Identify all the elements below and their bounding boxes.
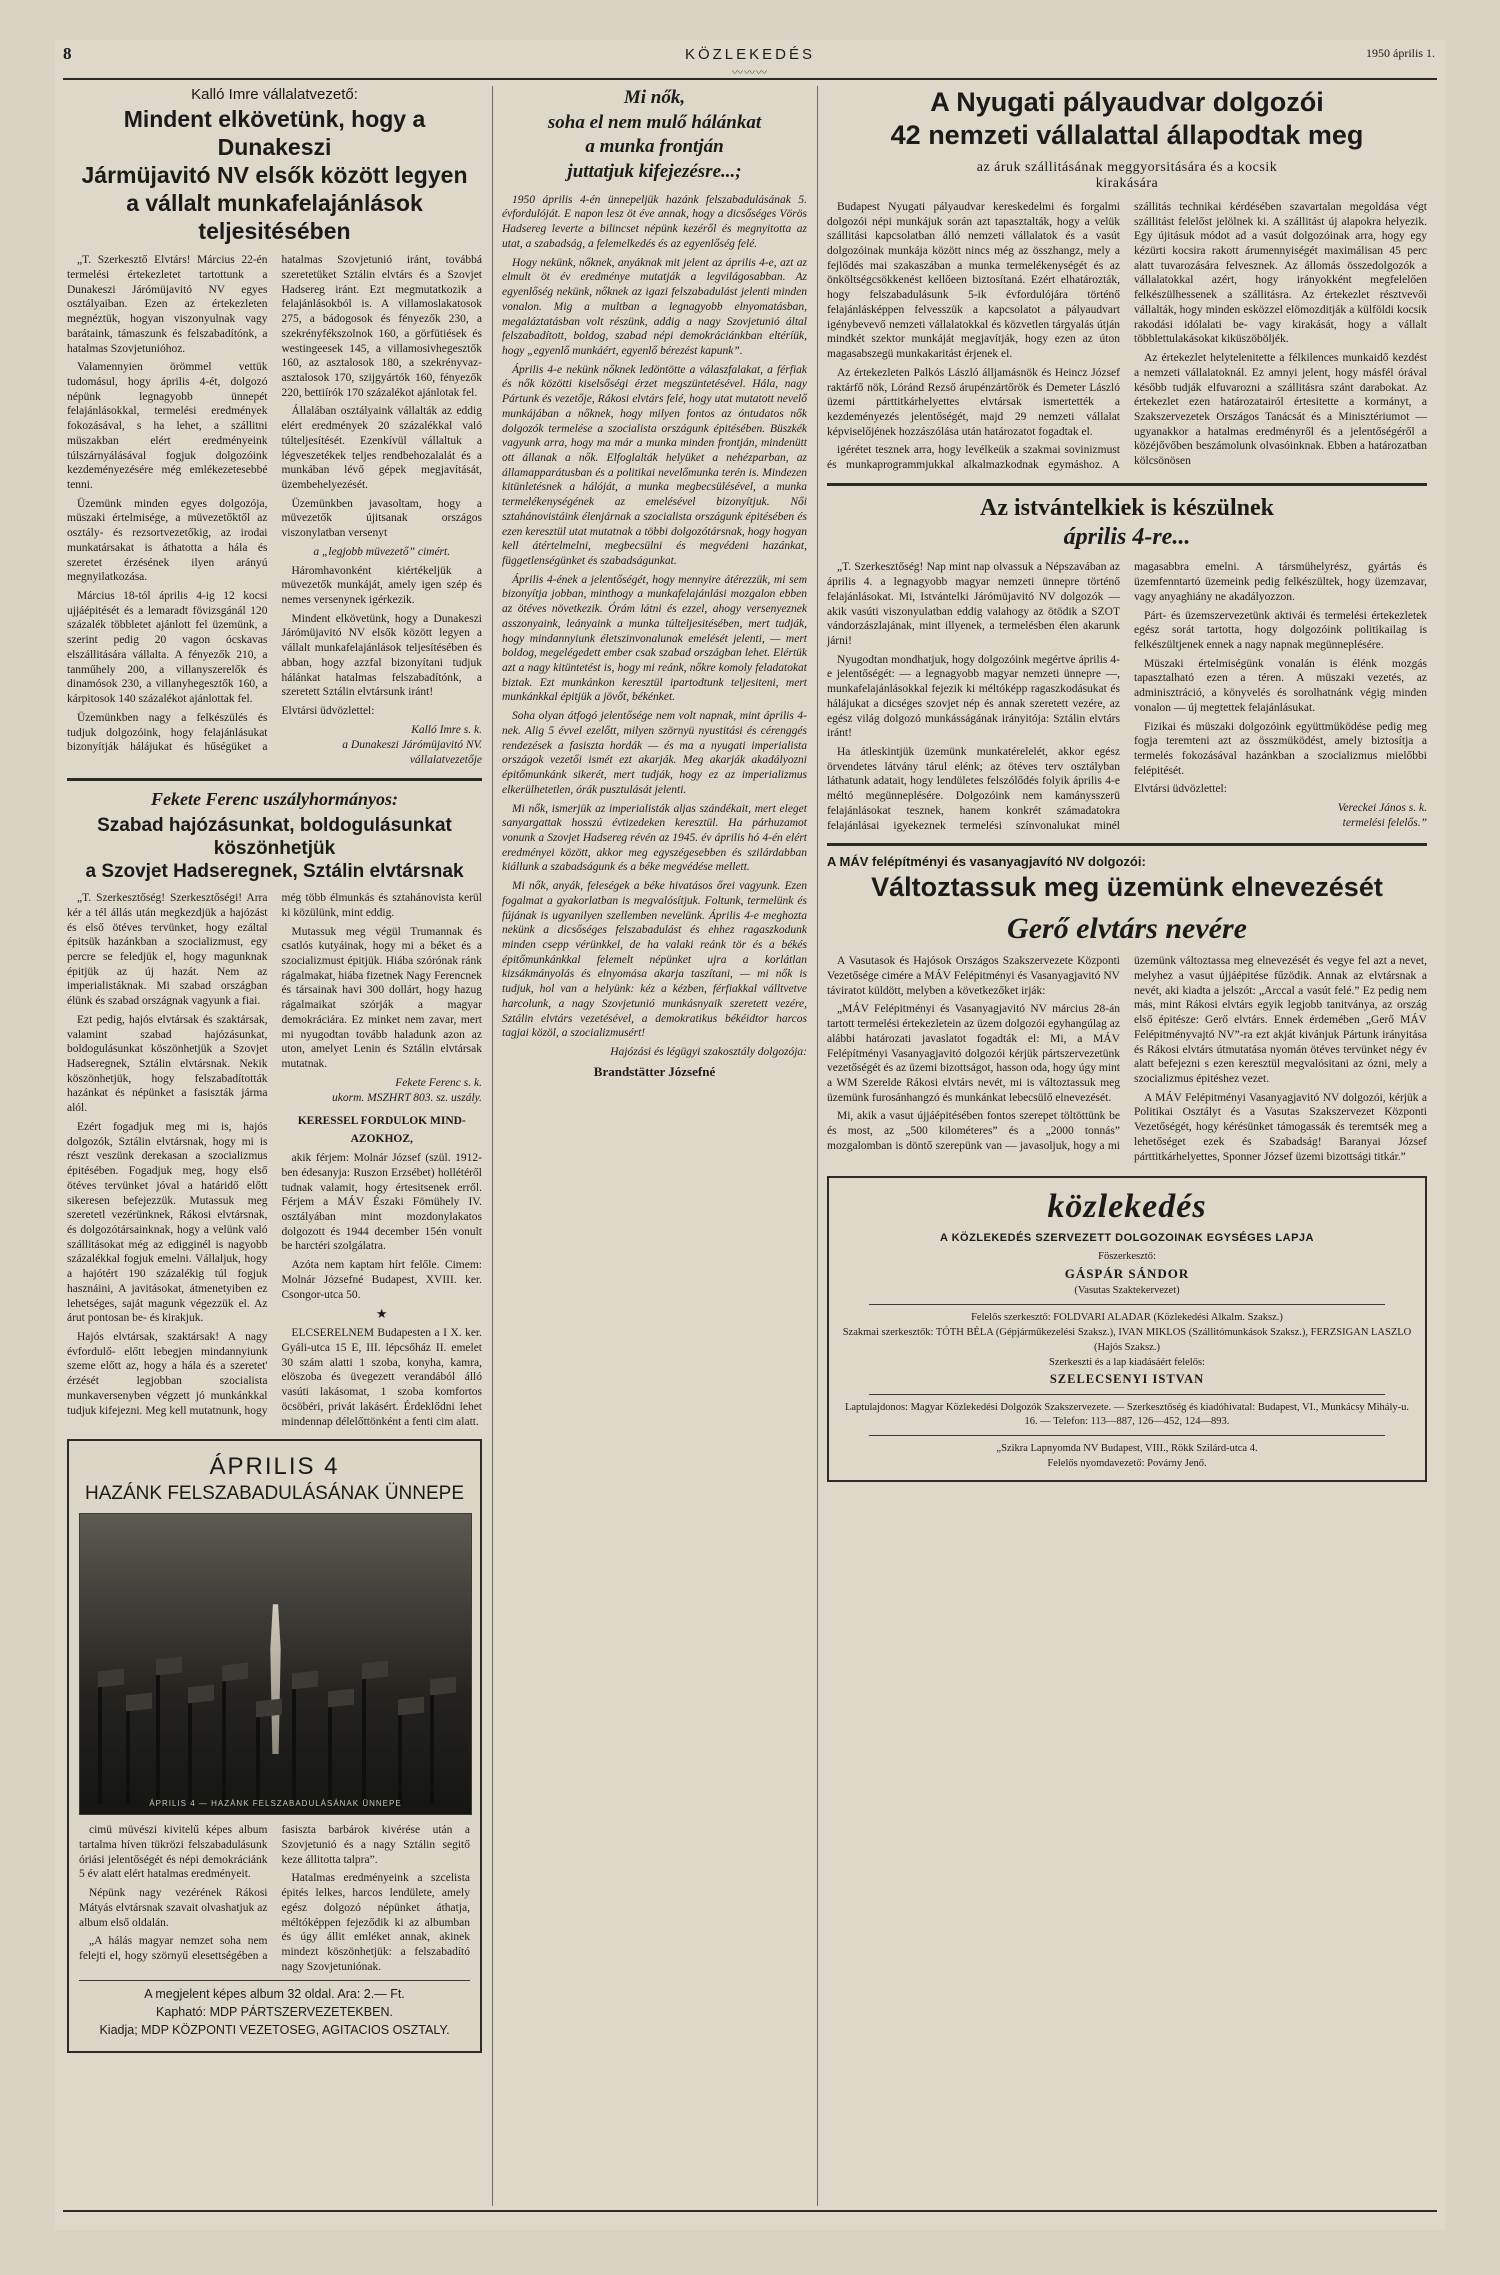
headline-line: a munka frontján [585,136,724,158]
imprint-lead: A KÖZLEKEDÉS SZERVEZETT DOLGOZOINAK EGYSÉGES LAPJA [940,1232,1314,1245]
paragraph: Mi, akik a vasut újjáépitésében fontos szerepet töltöttünk be és most, az „500 kilométeres” és a „2000 tonnás” mozgalomban is döntő szerepünk van — javasoljuk, hogy a mi üzemünk változtassa meg elnevezését és vegye fel azt a nevet, melyhez a vasut újjáépitése fűzödik. Annak az elvtársnak a nevét, aki kiadta a jelszót: „Arccal a vasút felé.” Ez pedig nem más, mint Rákosi elvtárs egyik legjobb tanitványa, az ország első épitésze: Gerő elvtárs. Ennek érdemében „Gerő MÁV Felépitményvajtó NV”-ra ezt akját kivánjuk Pártunk irányitása és Rákosi elvtárs útmutatása nyomán ötéves tervünket négy év alatt befejezni s ezen keresztül megvalósitani az ózni, mely a szocializmus épitéshez vezet. [827,955,1427,1152]
pull-quote: a „legjobb müvezető” cimért. [313,545,451,558]
section-rule [67,778,482,781]
greeting: Elvtársi üdvözlettel: [281,705,375,718]
imprint-line: Felelős szerkesztő: FOLDVARI ALADAR (Közlekedési Alkalm. Szaksz.) [971,1312,1283,1324]
imprint-line: Szerkeszti és a lap kiadásáért felelős: [1049,1356,1205,1368]
album-cover-image [79,1513,472,1815]
headline-line: a Szovjet Hadseregnek, Sztálin elvtársnak [85,860,464,882]
headline-line: Szabad hajózásunkat, boldogulásunkat köszönhetjük [97,814,452,859]
article-kicker: A MÁV felépítményi és vasanyagjavító NV dolgozói: [827,854,1146,870]
paragraph: Hajós elvtársak, szaktársak! A nagy évfordulő- előtt lebegjen mindannyiunk szeme előtt az, hogy a hála és a szeretet' érzését legjobban szocialista munkaversenyben végzett jó munkánkkal tudjuk kifejezni. Meg kell mutatnunk, hogy még több élmunkás és sztahánovista kerül ki közülünk, mint eddig. [67,892,482,1417]
imprint-line: (Vasutas Szaktekervezet) [1074,1285,1180,1296]
article-headline [67,814,482,884]
article-kicker: Fekete Ferenc uszályhormányos: [151,788,398,809]
signature-role: a Dunakeszi Járómüjavitó NV. [342,738,482,751]
classified-headline: KERESSEL FORDULOK MIND- [297,1114,466,1127]
paragraph: „MÁV Felépitményi és Vasanyagjavitó NV március 28-án tartott termelési értekezletein az üzem dolgozói egyhangúlag az alábbi határozati javaslatot fogadták el: Mi, a MÁV Felépítményi Vasanyagjavitó dolgozói kérjük pártszervezetünk vezetőségét és az üzemi bizottságot, hasson oda, hogy úgy mint a WM Szerelde Rákosi elvtárs nevét, mi is változtassuk meg üzemünk furosánhangzó és munkánkat lebecsülő elnevezését. [827,1003,1120,1104]
article-headline [827,494,1427,553]
imprint-line: Föszerkesztő: [1098,1251,1156,1263]
signature-role-2: vállalatvezetője [409,753,482,766]
article-kicker: Kalló Imre vállalatvezető: [191,86,358,103]
paragraph: Április 4-e nekünk nőknek ledöntötte a válaszfalakat, a férfiak és nők közötti kiselsőségi érzet megszüntetésével. Hála, nagy Pártunk és vezetője, Rákosi elvtárs felé, hogy utat mutatott nevelő munkájában a nőknek, hogy milyen fontos az óntudatos nők dolgozók termelése a szocialista országunk épitésében. Büszkék vagyunk arra, hogy ma már a munka minden frontján, mindenütt ott állanak a nők. Elfoglalták helyüket a nehézparban, az államapparátusban és a politikai nevelőmunka terén is. Mindezen kitünletésnek a hálóját, a munka megbecsülésével, a munka termelékenységének az emelésével bizonyítjuk. Női sztahánovistáink élenjárnak a szocialista országunk épitésében és ezen keresztül utat mutatnak a többi dolgozótársnak, hogy hogyan kell átértelmelni, megbecsülni és megvédeni hazánkat, függetlenségünket és szabadságunkat. [502,363,807,567]
paragraph: Üzemünkben nagy a felkészülés és tudjuk dolgozóink, hogy felajánlásukat bizonyítják hálájukat és hűségüket a hatalmas Szovjetunió iránt, továbbá szeretetüket Sztálin elvtárs és a Szovjet Hadsereg iránt. Ezt megmutatkozik a felajánlásokból is. A villamoslakatosok 275, a bádogosok és fényezők 230, a szekrényfékszolnok 160, a görfütiések és westingeesek 145, a villamosivhegesztők 160, az asztalosok 180, a szekrényvaz-asztalosok 170, szijgyártók 160, fényezők 220, bettiírók 170 százalékot ajánlotak fel. [67,254,482,754]
paragraph: Fizikai és müszaki dolgozóink együttmüködése pedig meg fogja teremteni azt az összmüködést, amely biztosítja a termelés fokozásával hazánkban a szocializmus mielőbbi felépitését. [1134,720,1427,777]
imprint-line: Felelős nyomdavezető: Povárny Jenő. [1047,1458,1207,1470]
headline-line: soha el nem mulő hálánkat [547,111,762,133]
article-body [827,954,1427,1164]
paragraph: Valamennyien örömmel vettük tudomásul, hogy április 4-ét, dolgozó népünk legnagyobb ünnepét felajánlásokkal, termelési eredmények fokozásával, s ha lehet, a szállitni müszakban elért eredményeink túlszárnyálásával fogjuk dolgozóink kezdeményezésére még emlékezetesebbé tenni. [67,361,268,492]
article-fekete-ferenc [67,789,482,1430]
wave-ornament-icon: 〰〰〰 [732,67,768,79]
article-body [67,253,482,767]
paragraph: Ezért fogadjuk meg mi is, hajós dolgozók, Sztálin elvtársnak, hogy mi is részt veszünk derekasan a szocializmus épitésében. Fogadjuk meg, hogy első ötéves tervünket jóval a határidő előtt sikeresen befejezzük. Mutassuk meg szeretetl vezérünknek, Rákosi elvtársnak, és dolgozótársainknak, hogy a velünk való szállitásokat még az edigginél is nagyobb százalékkal fogjuk emelni. Vállaljuk, hogy a hajótért 190 százalékig túl fogjuk hasznáini, A javitásokat, átmenetyiben ez lehetséges, saját magunk végezzük el. Az árut pontosan be- és kirakjuk. [67,1120,268,1325]
ad-line-2: Kapható: MDP PÁRTSZERVEZETEKBEN. [156,2005,393,2020]
paragraph: Mi nők, anyák, feleségek a béke hivatásos őrei vagyunk. Ezen fogalmat a gyakorlatban is megvalósítjuk. Foltunk, termelünk és fújának is ugyanilyen szellemben nevelünk. Április 4-e meghozta nekünk a dicsőséges felszabadulást és ehhez ragaszkodunk minden csepp vérünkkel, de ha valaki reánk tör és a békés épitőmunkánkkal felemelt népünket ujra a korlátlan kizsákmányolás és elnyomása akarja taszítani, — mi nők is tudjuk, hol van a helyünk: kéz a kézben, férfiakkal válltvetve harcolunk, a nagy Szovjetunió munkásnyaik szeretett vezére, Sztálin elvtárs vezetésével, a demokratikus békéidtor harcos tagjai közöl, a szocializmusért! [502,880,807,1040]
paragraph: igérétet tesznek arra, hogy levélkeük a szakmai sovinizmust és munkaprogrammjukkal alkalmazkodnak egymáshoz. A szállitás technikai kérdésében szavartalan megoldása végt szállitást felelőst jelölnek ki. A szállitást új alapokra helyezik. Egy újitásuk módot ad a vasút dolgozóinak arra, hogy egy kézürti kocsira rakott árumennyiségét maximálisan 45 perc alatt tuvarozására felvesznek. Az állomás összedolgozók a vállalatokkal azért, hogy irányokként megfelelően felkészülhessenek a szállitásra. Az értekezlet résztvevői vállalták, hogy minden esközzel elömozditják a külföldi kocsik rakodási idólalati be- vagy kirakását, hogy a vállalt többlettulakásokat kiküszöböljék. [827,200,1427,472]
signature-name: Fekete Ferenc s. k. [395,1076,482,1089]
paragraph: „T. Szerkesztőség! Nap mint nap olvassuk a Népszavában az április 4. a legnagyobb magyar nemzeti ünnepre történő felajánlásokat. Mi, Istvántelki Járómüjavitó NV dolgozók — akik vasúti viszonyulatban eddig valahogy az ötödik a SZOT vándorzászlajának, mint illyenek, a termelésben élen akarunk járni! [827,561,1120,647]
paragraph: „T. Szerkesztőség! Szerkesztőségi! Arra kér a tél állás után megkezdjük a hajózást és első ötéves tervünket, hogy ezáltal épitsük hazánkban a szocializmust, egy percre se feledjük el, hogy magunknak épitjük az új hazát. Nem az imperialistáknak. Mi szabad országban élünk és szabad országnak vagyunk a fiai. [67,892,268,1008]
headline-line: április 4-re... [1063,524,1191,551]
headline-line: Mindent elkövetünk, hogy a Dunakeszi [123,106,426,161]
imprint-rule-3 [869,1435,1385,1436]
newspaper-page [55,40,1445,2230]
paragraph: Ha átleskintjük üzemünk munkatérelelét, akkor egész örvendetes látvány tárul elénk; az ötéves terv osztályban láthatunk adatait, hogy lendületes felszólődés folyik április 4-e méltó megünneplésére. Dolgozóink nem kamánysszerü felajánlásokat tesznek, hanem konkrét számadatokra felajánlásai igyekeznek termelési színvonalukat minél magasabbra emelni. A társmühelyrész, gyártás és üzemfenntartó üzemeink pedig felkészültek, hogy üzemzavar, vagy anyaghiány ne akadályozzon. [827,561,1427,832]
paragraph: Nyugodtan mondhatjuk, hogy dolgozóink megértve április 4-e jelentőségét: — a legnagyobb magyar nemzeti ünnepre —, munkafelajánlásokkal fejezik ki méltóképp ragaszkodásukat és hálájukat a dicséges szovjet nép és annak szeretett vezére, az egész világ dolgozó munkásságának irányitója: Sztálin elvtárs iránt! [827,653,1120,740]
paragraph: A Vasutasok és Hajósok Országos Szakszervezete Központi Vezetősége cimére a MÁV Felépitményi és Vasanyagjavitó NV táviratot küldött, melyben a következőket irják: [827,955,1120,997]
signature-name: Brandstätter Józsefné [593,1063,716,1079]
signature-name: Kalló Imre s. k. [411,723,482,736]
paragraph: Müszaki értelmiségünk vonalán is élénk mozgás tapasztalható ezen a téren. A müszaki vezetés, az adminisztráció, a könyvelés és sorolhatnánk végig minden vonalon — új megtettek felajánlásukat. [1134,657,1427,714]
paragraph: Párt- és üzemszervezetünk aktivái és termelési értekezletek egész sorát tartotta, hogy dolgozóink politikailag is felkészültjenek ennek a nagy napnak megünneplésére. [1134,609,1427,651]
paragraph: „A hálás magyar nemzet soha nem felejti el, hogy szörnyű elesettségében a fasiszta barbárok kivérése után a Szovjetunió és a nagy Sztálin segitő keze állitotta talpra”. [79,1824,470,1963]
article-istvantelkiek [827,494,1427,833]
paragraph: Üzemünkben javasoltam, hogy a müvezetők újitsanak országos viszonylatban versenyt [281,497,482,540]
imprint-box [827,1176,1427,1482]
imprint-rule [869,1304,1385,1305]
signature [282,723,483,768]
signature [502,1045,807,1060]
classified-body: akik férjem: Molnár József (szül. 1912-ben édesanyja: Ruszon Erzsébet) hollétéről tudnak valamit, hogy értesitsenek erről. Férjem a MÁV Északi Fömühely IV. osztályában mint mozdonylakatos dolgozott és 1944 december 15én vonult be harctéri szolgálatra. [281,1152,482,1253]
headline-line: 42 nemzeti vállalattal állapodtak meg [890,119,1364,150]
paragraph: Állalában osztályaink vállalták az eddig elért eredmények 20 százalékkal való túlteljesítését. Ezenkívül vállaltuk a légveszetékek teljes rendbehozalalát és a munkában lévő gépek megjavítását, üzembehelyezését. [281,405,482,492]
classified-body: Azóta nem kaptam hírt felőle. Cimem: Molnár Józsefné Budapest, XVIII. ker. Csongor-utca 50. [281,1259,482,1301]
article-body [827,560,1427,833]
section-rule [827,483,1427,486]
ad-line-1: A megjelent képes album 32 oldal. Ara: 2.— Ft. [144,1987,405,2002]
advertisement-box [67,1439,482,2053]
signature-name: Vereckei János s. k. [1337,802,1427,815]
ad-title-1: ÁPRILIS 4 [209,1453,340,1481]
article-subhead [827,160,1427,192]
imprint-line: Szakmai szerkesztők: TÓTH BÉLA (Gépjárműkezelési Szaksz.), IVAN MIKLOS (Szállitómunkások Szaksz.), FERZSIGAN LASZLO (Hajós Szaksz.) [842,1327,1412,1353]
paragraph: „T. Szerkesztő Elvtárs! Március 22-én termelési értekezletet tartottunk a Dunakeszi Járómüjavitó NV egyes osztályaiban. Ezen az értekezleten megnéztük, hogyan viszonyulnak vagy barátaink, támaszunk és felszabadítónk, a hatalmas Szovjetunióhoz. [67,254,268,355]
imprint-line: „Szikra Lapnyomda NV Budapest, VIII., Rökk Szilárd-utca 4. [996,1443,1258,1455]
paragraph: Hogy nekünk, nőknek, anyáknak mit jelent az április 4-e, azt az elmult öt év eredménye mutatják a legvilágosabban. Az egyenlőség nekünk, nőknek az igazi felszabadulást jelenti minden vonalon. Mig a multban a legnagyobb elnyomatásban, megaláztatásban volt részünk, addig a nagy Szovjetunió által felszabadított, boldog, szabad népi demokráciánkban eltéríük, hogy „egyenlő munkáért, egyenlő bérezést kapunk”. [502,256,807,357]
paragraph: Soha olyan átfogó jelentősége nem volt napnak, mint április 4-nek. Alig 5 évvel ezelőtt, milyen szörnyü nyustitási és cérenggés rendezések a fasiszta hordák — és ma a nyugati imperialista országok vezetői ismét ezt akarják. Meg akarják akadályozni épitőmunkánk sikerét, mert tudják, hogy ez az imperializmus elkerülhetetlen, órák pusztulását jelenti. [502,710,807,796]
paragraph: Április 4-ének a jelentőségét, hogy mennyire átérezzük, mi sem bizonyítja jobban, minthogy a munkafelajánlási mozgalon ebben az ötéves növetkezik. Órám látni és ezzel, ahogy versenyeznek asszonyaink, leányaink a munka túlteljesitésében, mert tudják, hogy mindannyiunk életszinvonalunak emelését jelenti, — mert boldog, megelégedett ember csak szabad országban lehet. Elértük azt a nagy kitüntetést is, hogy mi reánk, nőkre komoly feladatokat biztak. Ezt munkánkon keresztül ipartodtunk teljesiteni, mert munkánkkal épitjük a jövőt, békénket. [502,573,807,704]
headline-line: Az istvántelkiek is készülnek [979,494,1275,521]
column-divider-1 [492,86,493,2206]
paragraph: A MÁV Felépitményi Vasanyagjavitó NV dolgozói, kérjük a Politikai Osztályt és a Vasutas Szakszervezet Központi Vezetőségét, hogy kérésünket támogassák és teremtsék meg a lehetőséget ezek és Szabadság! Baranyai József párttitkárhelyettes, Sponner József üzemi bizottsági titkár.” [1134,1091,1427,1163]
page-number: 8 [63,44,72,63]
article-headline [67,105,482,245]
album-cover-caption: ÁPRILIS 4 — HAZÁNK FELSZABADULÁSÁNAK ÜNNEPE [149,1799,402,1809]
issue-date: 1950 április 1. [1366,46,1435,60]
paper-title: KÖZLEKEDÉS [684,46,816,63]
ad-line-3: Kiadja; MDP KÖZPONTI VEZETOSEG, AGITACIOS OSZTALY. [99,2023,450,2038]
signature-role: ukorm. MSZHRT 803. sz. uszály. [332,1091,482,1104]
paragraph: Üzemünk minden egyes dolgozója, müszaki értelmisége, a müvezetőktől az osztály- és rezsortvezetőkig, az irodai munkatársakat is áthatotta a hála és szeretet érzésének ilyen arányú megnyilatkozása. [67,497,268,584]
imprint-editor-in-chief: GÁSPÁR SÁNDOR [1064,1266,1190,1282]
paragraph: Budapest Nyugati pályaudvar kereskedelmi és forgalmi dolgozói népi munkájuk során azt tapasztalták, hogy a velük szállitási kapcsolatban álló nemzeti vállalatok és a vasút dolgozóinak munkája között nincs még az összhangz, mely a fejlődés mai szakaszában a munka termelékenységét és az önköltségcsökkenést kellőeen biztosítaná. Ezért elhatározták, hogy felszabadulásunk 5-ik évfordulójára történő felajánlásképpen felvesszük a kapcsolatot a pályaudvart igénybevevő nemzeti vállalatokkal és közvetlen tárgyalás útján mindkét szektor munkáját megjavítják, hogy ezen az úton magasabszegü munkakaritást érjenek el. [827,200,1120,361]
headline-line: teljesitésében [198,218,351,245]
column-3 [827,86,1427,1482]
imprint-responsible-editor: SZELECSENYI ISTVAN [1049,1371,1205,1386]
headline-line: juttatjuk kifejezésre...; [567,161,742,183]
paragraph: Mutassuk meg végül Trumannak és csatlós kutyáinak, hogy mi a béket és a szocializmust épitjük. Hiába szórónak ránk rágalmakat, hiába fizetnek Nagy Ferencnek és társainak havi 300 dollárt, hogy hazug rágalmaikat szórják a magyar demokráciára. Ez minket nem zavar, mert mi nyugodtan tovább haladunk azon az uton, amelyet Lenin és Sztálin elvtársak mutatnak. [281,925,482,1071]
article-headline: Változtassuk meg üzemünk elnevezését [871,872,1383,903]
subhead-line: az áruk szállitásának meggyorsitására és a kocsik [976,159,1278,175]
paragraph: Ezt pedig, hajós elvtársak és szaktársak, valamint szabad hajózásunkat, boldogulásunkat köszönhetjük a Szovjet Hadseregnek, Sztálin elvtársnak. Nekik köszönhetjük, hogy felszabadították hazánkat és népünket a fasiszták járma alól. [67,1013,268,1115]
article-headline [827,86,1427,152]
column-2 [502,86,807,1080]
classified-headline-2: AZOKHOZ, [350,1133,413,1146]
star-divider-icon: ★ [375,1306,388,1322]
article-body [67,891,482,1429]
section-rule [827,843,1427,846]
paragraph: Hatalmas eredményeink a szcelista épités lelkes, harcos lendülete, amely egész dolgozó népünket áthatja, méltóképpen fejeződik ki az albumban és úgy állit emléket annak, akinek mindezt köszönhetjük: a felszabadító nagy Szovjetuniónak. [281,1872,470,1973]
signature [1134,801,1427,831]
article-body [827,200,1427,473]
column-1 [67,86,482,2053]
ad-rule [79,1980,470,1981]
imprint-rule-2 [869,1394,1385,1395]
paragraph: Mi nők, ismerjük az imperialisták aljas szándékait, mert eleget sanyargattak hosszú évtizedeken keresztül. Ha párhuzamot vonunk a Szovjet Hadsereg révén az 1945. év április hó 4-én elért eredményei között, akkor meg egyszégesebben és szilárdabban kiállunk a szabadságunk és a béke megvédése mellett. [502,802,807,874]
ad-body [79,1823,470,1974]
paragraph: cimü müvészi kivitelű képes album tartalma híven tükrözi felszabadulásunk óriási jelentőségét és népi demokráciánk 5 év alatt elért hatalmas eredményeit. [79,1824,268,1881]
headline-line: Mi nők, [623,87,686,108]
article-kallo-imre [67,86,482,768]
subhead-line: kirakására [1095,175,1159,191]
paragraph: Mindent elkövetünk, hogy a Dunakeszi Járómüjavitó NV elsők között legyen a vállalt munkafelajánlások teljesítésében és abban, hogy azzfal bizonyítani tudjuk hálánkat hatalmas felszabadítónk, a szeretett Sztálin elvtársunk iránt! [281,612,482,699]
article-headline [502,86,807,185]
signature-role: termelési felelős.” [1342,817,1427,830]
column-divider-2 [817,86,818,2206]
paper-logo: közlekedés [1047,1188,1207,1226]
paragraph: 1950 április 4-én ünnepeljük hazánk felszabadulásának 5. évfordulóját. E napon lesz öt éve annak, hogy a dicsőséges Vörös Hadsereg leverte a bilincset népünk kezéről és megnyitotta az utat, a szabadság, a felemelkedés és az egyenlőség felé. [502,193,807,250]
columns-container [55,86,1445,2206]
paragraph: Háromhavonként kiértékeljük a müvezetők munkáját, amely igen szép és nemes versenynek igérkezik. [281,564,482,607]
imprint-line: Laptulajdonos: Magyar Közlekedési Dolgozók Szakszervezete. — Szerkesztőség és kiadóhivatal: Budapest, VI., Munkácsy Mihály-u. 16. — Telefon: 113—887, 126—452, 124—893. [844,1401,1410,1427]
article-mav-felepitmenyi [827,854,1427,1164]
signature [282,1076,483,1106]
masthead [55,40,1445,78]
headline-line: Jármüjavitó NV elsők között legyen [81,162,468,189]
paragraph: Az értekezlet helytelenitette a félkilences munkaidő kezdést a nemzeti vállalatoknál. Ez amnyi jelent, hogy másfél órával később tudják elfuvarozni a szállitásra szánt darabokat. Az értekezlet ezen határozatairól értesitette a kormányt, a Szakszervezetek Országos Tanácsát és a Minisztériumot — ugyanakkor a hatalmas eredményről és a jelentőségéről a közéjővőben beszámolunk olvasóinknak. Ebben a határozatban kölcsönösen [1134,352,1427,468]
headline-line: A Nyugati pályaudvar dolgozói [930,87,1324,117]
greeting: Elvtársi üdvözlettel: [1134,783,1227,796]
article-nyugati-palyaudvar [827,86,1427,473]
flag-crowd [80,1644,471,1804]
headline-line: a vállalt munkafelajánlások [126,190,423,217]
signature-note: Hajózási és légügyi szakosztály dolgozója: [610,1046,807,1058]
article-body [502,193,807,1041]
article-headline-2: Gerő elvtárs nevére [1007,912,1247,946]
paragraph: Március 18-tól április 4-ig 12 kocsi ujjáépitését és a lemaradt fövizsgánál 120 százalék többletet ajánlott fel üzemünk, a szerint pedig 20 vagon ócskavas elszállitására vállalta. A fényezők 210, a tanműhely 200, a villanyszerelők és dinamósok 230, a villanyhegesztők 160, a kárpitosok 140 százalékot ajánlottak fel. [67,590,268,706]
paragraph: Népünk nagy vezérének Rákosi Mátyás elvtársnak szavait olvashatjuk az album első oldalán. [79,1887,268,1929]
ad-title-2: HAZÁNK FELSZABADULÁSÁNAK ÜNNEPE [84,1483,465,1505]
article-mi-nok [502,86,807,1080]
paragraph: Az értekezleten Palkós László álljamásnök és Heincz József raktárfő nök, Lóránd Rezső árupénzártőrök és Demeter László üzemi párttitkárhelyettes elvtársak ismertették a kezdeményezés jelentőségét, majd 29 nemzeti vállalat képviselőjének hozzászólása után határozatot fogadtak el. [827,366,1120,438]
footer-rule [63,2210,1437,2212]
classified-body-2: ELCSERELNEM Budapesten a I X. ker. Gyáli-utca 15 E, III. lépcsőház II. emelet 30 szám alatti 1 szoba, konyha, kamra, elöszoba és üvegezett verandából álló vasúti lakásomat, 1 szoba komfortos öcsöbéri, privát lakásért. Érdeklődni lehet mindennap délelőttönként a fenti cim alatt. [281,1327,482,1428]
